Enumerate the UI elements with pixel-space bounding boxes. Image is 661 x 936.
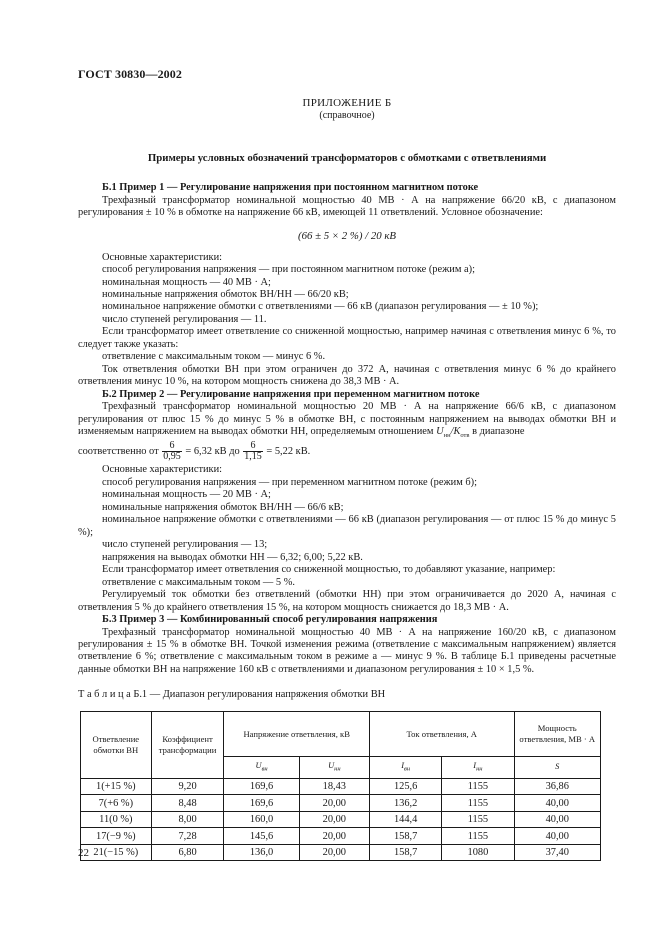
ex2-current-note: Регулируемый ток обмотки без ответвлений (обмотки НН) при этом ограничивается до 2020 А, начиная с ответвления 5 % до крайнего ответвления 15 %, на котором мощность снижается до 18,3 МВ · А. [78,589,616,613]
ex1-max-tap: ответвление с максимальным током — минус 6 %. [102,351,326,363]
cell-u-hv: 136,0 [224,844,299,861]
cell-s: 37,40 [514,844,600,861]
u-lv-symbol: U [328,761,335,771]
cell-i-hv: 144,4 [369,811,441,828]
table-row [81,778,601,795]
col-header-u-hv [224,756,299,778]
fraction-2-den: 1,15 [244,451,262,463]
ex2-chars-title: Основные характеристики: [102,464,223,476]
ex2-char-item: номинальное напряжение обмотки с ответвлениями — 66 кВ (диапазон регулирования — от плюс 15 % до минус 5 %); [78,514,616,538]
ex1-heading: Б.1 Пример 1 — Регулирование напряжения при постоянном магнитном потоке [102,182,479,194]
cell-i-hv: 158,7 [369,828,441,845]
i-lv-sub: нн [476,765,483,773]
ex2-char-item: номинальная мощность — 20 МВ · А; [102,489,271,501]
ex2-char-item: напряжения на выводах обмотки НН — 6,32; 6,00; 5,22 кВ. [102,551,363,563]
ex1-current-note: Ток ответвления обмотки ВН при этом ограничен до 372 А, начиная с ответвления минус 6 % до крайнего ответвления минус 10 %, на котором мощность снижена до 38,3 МВ · А. [78,363,616,388]
cell-u-hv: 169,6 [224,778,299,795]
table-caption: Т а б л и ц а Б.1 — Диапазон регулирования напряжения обмотки ВН [78,689,386,701]
cell-i-lv: 1080 [442,844,514,861]
main-title: Примеры условных обозначений трансформаторов с обмотками с ответвлениями [147,152,547,165]
cell-i-lv: 1155 [442,795,514,812]
page-content [78,97,616,861]
ex1-char-item: номинальная мощность — 40 МВ · А; [102,276,271,288]
cell-i-lv: 1155 [442,828,514,845]
cell-i-lv: 1155 [442,778,514,795]
ex2-char-item: число ступеней регулирования — 13; [102,539,268,551]
cell-u-lv: 20,00 [299,844,369,861]
ex2-para [78,401,616,440]
ex3-para: Трехфазный трансформатор номинальной мощностью 40 МВ · А на напряжение 160/20 кВ, с диапазоном регулирования ± 15 % в обмотке ВН. Точкой изменения режима (ответвление с максимальным напряжением) является ответвление 6 %; ответвление с максимальным током в режиме а — минус 9 %. В таблице Б.1 приведены расчетные данные обмотки ВН на напряжение 160 кВ с ответвлениями и диапазоном регулирования ± 10 × 1,5 %. [78,626,616,675]
table-row [81,811,601,828]
fraction-1-den: 0,95 [163,451,181,463]
u-hv-symbol: U [255,761,262,771]
page-number: 22 [78,847,89,859]
table-row [81,795,601,812]
cell-coef: 8,48 [151,795,224,812]
eq2-text: = 5,22 кВ. [266,446,311,458]
ex1-formula: (66 ± 5 × 2 %) / 20 кВ [297,229,397,242]
fraction-1 [162,441,182,463]
cell-s: 36,86 [514,778,600,795]
col-header-current: Ток ответвления, А [369,711,514,756]
ex1-char-item: число ступеней регулирования — 11. [102,313,267,325]
u-hv-sub: вн [261,765,268,773]
cell-coef: 9,20 [151,778,224,795]
col-header-coef: Коэффициент трансформации [151,711,224,778]
ex2-fraction-line [78,440,616,464]
cell-tap: 7(+6 %) [81,795,152,812]
cell-u-lv: 20,00 [299,828,369,845]
ex1-char-item: номинальное напряжение обмотки с ответвлениями — 66 кВ (диапазон регулирования — ± 10 %); [102,301,539,313]
ex2-para-text: Трехфазный трансформатор номинальной мощностью 20 МВ · А на напряжение 66/6 кВ, с диапазоном регулирования от плюс 15 % до минус 5 % в обмотке ВН, с постоянным напряжением на выводах обмотки ВН и изменяемым напряжением на выводах обмотки НН, определяемым отношением [78,401,616,438]
cell-coef: 7,28 [151,828,224,845]
appendix-title: ПРИЛОЖЕНИЕ Б [302,97,392,109]
cell-u-hv: 160,0 [224,811,299,828]
u-lv-sub: нн [334,765,341,773]
fraction-2 [243,441,263,463]
ex2-char-item: номинальные напряжения обмоток ВН/НН — 66/6 кВ; [102,501,344,513]
ratio-u-sub: нн [443,432,451,440]
ratio-k-symbol: /K [450,426,461,438]
ratio-k-sub: отв [460,432,470,440]
i-hv-symbol: I [401,761,404,771]
in-range-text: в диапазоне [472,426,525,438]
cell-tap: 1(+15 %) [81,778,152,795]
i-hv-sub: вн [404,765,411,773]
fraction-1-num: 6 [162,441,182,453]
col-header-i-lv [442,756,514,778]
cell-i-hv: 125,6 [369,778,441,795]
ex2-reduced-note: Если трансформатор имеет ответвления со сниженной мощностью, то добавляют указание, например: [102,564,556,576]
cell-i-lv: 1155 [442,811,514,828]
corr-from-text: соответственно от [78,446,159,458]
cell-u-lv: 20,00 [299,795,369,812]
col-header-power: Мощность ответвления, МВ · А [514,711,600,756]
appendix-subtitle: (справочное) [319,110,375,122]
col-header-s: S [514,756,600,778]
cell-s: 40,00 [514,828,600,845]
cell-u-hv: 145,6 [224,828,299,845]
cell-u-hv: 169,6 [224,795,299,812]
col-header-i-hv [369,756,441,778]
cell-coef: 8,00 [151,811,224,828]
doc-code-header: ГОСТ 30830—2002 [78,67,182,81]
ex3-heading: Б.3 Пример 3 — Комбинированный способ регулирования напряжения [102,614,438,626]
cell-s: 40,00 [514,795,600,812]
ex1-reduced-note: Если трансформатор имеет ответвление со сниженной мощностью, например начиная с ответвления минус 6 %, то следует также указать: [78,326,616,350]
table-row [81,844,601,861]
col-header-u-lv [299,756,369,778]
cell-u-lv: 18,43 [299,778,369,795]
fraction-2-num: 6 [243,441,263,453]
ex2-max-tap: ответвление с максимальным током — 5 %. [102,576,295,588]
cell-s: 40,00 [514,811,600,828]
cell-tap: 17(−9 %) [81,828,152,845]
cell-i-hv: 136,2 [369,795,441,812]
ratio-u-symbol: U [436,426,444,438]
cell-tap: 11(0 %) [81,811,152,828]
cell-coef: 6,80 [151,844,224,861]
col-header-tap: Ответвление обмотки ВН [81,711,152,778]
ex1-char-item: номинальные напряжения обмоток ВН/НН — 66/20 кВ; [102,289,349,300]
ex1-char-item: способ регулирования напряжения — при постоянном магнитном потоке (режим а); [102,264,475,276]
table-row [81,828,601,845]
i-lv-symbol: I [473,761,477,771]
ex2-char-item: способ регулирования напряжения — при переменном магнитном потоке (режим б); [102,476,478,488]
tap-range-table [80,711,601,862]
col-header-voltage: Напряжение ответвления, кВ [224,711,370,756]
cell-tap: 21(−15 %) [81,844,152,861]
eq1-text: = 6,32 кВ до [185,446,240,458]
ex1-chars-title: Основные характеристики: [102,251,223,263]
ex2-heading: Б.2 Пример 2 — Регулирование напряжения при переменном магнитном потоке [102,388,480,400]
cell-i-hv: 158,7 [369,844,441,861]
ex1-para: Трехфазный трансформатор номинальной мощностью 40 МВ · А на напряжение 66/20 кВ, с диапазоном регулирования ± 10 % в обмотке на напряжение 66 кВ, имеющей 11 ответвлений. Условное обозначение: [78,194,616,219]
cell-u-lv: 20,00 [299,811,369,828]
